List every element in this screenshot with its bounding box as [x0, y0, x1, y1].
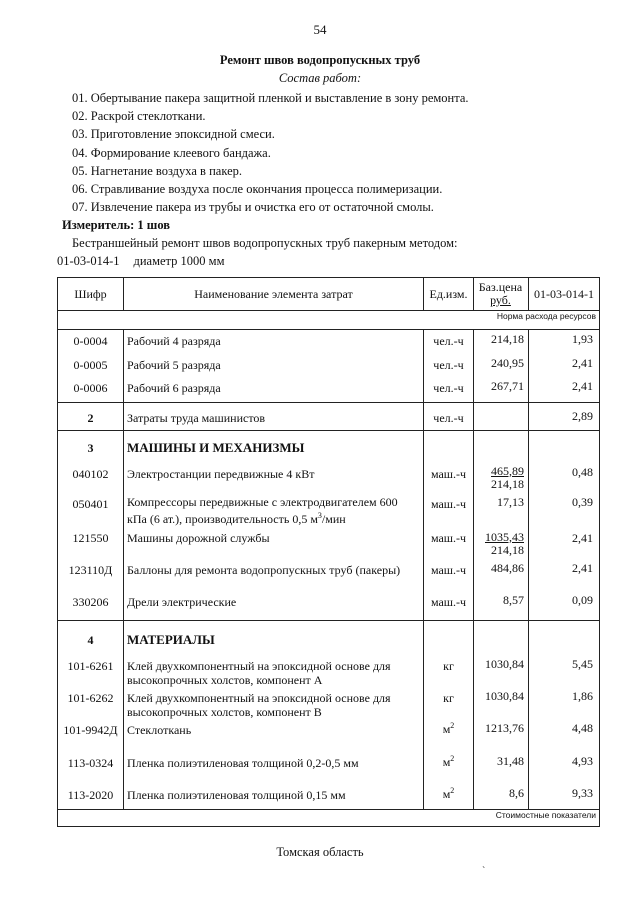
table-row — [58, 559, 600, 589]
cell-name — [124, 493, 424, 529]
cell-cipher: 113-2020 — [58, 782, 124, 810]
region-footer: Томская область — [276, 845, 364, 859]
cell-unit: кг — [424, 687, 474, 719]
superscript: 2 — [450, 753, 455, 763]
table-row — [58, 529, 600, 559]
cell-name — [124, 687, 424, 719]
cell-value: 4,48 — [529, 719, 600, 750]
table-row — [58, 589, 600, 621]
table-row — [58, 354, 600, 377]
cell-name: Машины дорожной службы — [124, 529, 424, 559]
cell-cipher: 123110Д — [58, 559, 124, 589]
norm-code-text: диаметр 1000 мм — [133, 254, 225, 268]
method-description: Бестраншейный ремонт швов водопропускных труб пакерным методом: — [72, 236, 458, 250]
unit-text: м — [442, 754, 451, 769]
unit-text: м — [442, 721, 451, 736]
table-row — [58, 377, 600, 403]
price-value: 1035,43 — [485, 529, 524, 544]
empty-cell — [474, 621, 529, 653]
header-price-line2: руб. — [490, 293, 511, 307]
cell-price: 240,95 — [474, 354, 529, 377]
cell-cipher: 113-0324 — [58, 750, 124, 782]
cell-price: 1030,84 — [474, 653, 529, 687]
cell-cipher: 0-0005 — [58, 354, 124, 377]
cell-price — [474, 403, 529, 431]
cell-cipher: 121550 — [58, 529, 124, 559]
name-line: Клей двухкомпонентный на эпоксидной основе для — [127, 690, 391, 705]
table-row — [58, 653, 600, 687]
empty-cell — [529, 621, 600, 653]
work-step: 06. Стравливание воздуха после окончания процесса полимеризации. — [72, 182, 443, 197]
header-unit: Ед.изм. — [424, 278, 474, 311]
cell-value: 0,48 — [529, 461, 600, 493]
cell-value: 1,93 — [529, 330, 600, 354]
norm-label-row — [58, 311, 600, 330]
price-value-2: 214,18 — [491, 542, 524, 557]
cell-unit — [424, 750, 474, 782]
name-line-tail: /мин — [321, 511, 346, 526]
cell-cipher: 0-0004 — [58, 330, 124, 354]
cell-unit: чел.-ч — [424, 403, 474, 431]
work-step: 05. Нагнетание воздуха в пакер. — [72, 163, 243, 178]
norm-code: 01-03-014-1 — [57, 254, 120, 268]
cell-name: Пленка полиэтиленовая толщиной 0,2-0,5 мм — [124, 750, 424, 782]
cell-price: 17,13 — [474, 493, 529, 529]
cell-price — [474, 461, 529, 493]
cell-value: 2,41 — [529, 354, 600, 377]
scan-mark: ` — [482, 866, 486, 877]
section-number: 3 — [58, 431, 124, 461]
table-header-row — [58, 278, 600, 311]
cell-price: 484,86 — [474, 559, 529, 589]
measure-unit: Измеритель: 1 шов — [62, 218, 171, 232]
cell-value: 2,89 — [529, 403, 600, 431]
header-name: Наименование элемента затрат — [124, 278, 424, 311]
superscript: 2 — [450, 720, 455, 730]
work-step: 02. Раскрой стеклоткани. — [72, 109, 206, 124]
section-title: МАТЕРИАЛЫ — [124, 621, 424, 653]
cell-value: 1,86 — [529, 687, 600, 719]
header-cipher: Шифр — [58, 278, 124, 311]
cell-unit: кг — [424, 653, 474, 687]
name-line: кПа (6 ат.), производительность 0,5 м — [127, 511, 318, 526]
table-row — [58, 493, 600, 529]
cell-price: 214,18 — [474, 330, 529, 354]
name-line: Компрессоры передвижные с электродвигателем 600 — [127, 494, 398, 509]
work-steps-list — [72, 89, 469, 216]
empty-cell — [424, 621, 474, 653]
work-composition-heading: Состав работ: — [278, 71, 362, 85]
section-number: 2 — [58, 403, 124, 431]
section-title: МАШИНЫ И МЕХАНИЗМЫ — [124, 431, 424, 461]
empty-cell — [529, 431, 600, 461]
empty-cell — [424, 431, 474, 461]
table-row — [58, 719, 600, 750]
cell-unit: чел.-ч — [424, 330, 474, 354]
cell-name — [124, 653, 424, 687]
cell-value: 0,39 — [529, 493, 600, 529]
cell-unit: маш.-ч — [424, 589, 474, 621]
norm-code-line — [57, 254, 225, 269]
cell-value: 2,41 — [529, 559, 600, 589]
work-step: 03. Приготовление эпоксидной смеси. — [72, 127, 275, 142]
cell-name: Дрели электрические — [124, 589, 424, 621]
cell-unit: чел.-ч — [424, 354, 474, 377]
cell-price — [474, 529, 529, 559]
cell-cipher: 0-0006 — [58, 377, 124, 403]
header-price — [474, 278, 529, 311]
cell-unit: маш.-ч — [424, 529, 474, 559]
cell-unit: маш.-ч — [424, 493, 474, 529]
cell-value: 9,33 — [529, 782, 600, 810]
cell-cipher: 101-6262 — [58, 687, 124, 719]
empty-cell — [474, 431, 529, 461]
cell-price: 8,57 — [474, 589, 529, 621]
cell-value: 2,41 — [529, 377, 600, 403]
resources-table — [57, 277, 600, 827]
cell-cipher: 101-9942Д — [58, 719, 124, 750]
table-row — [58, 403, 600, 431]
section-header-row — [58, 621, 600, 653]
section-number: 4 — [58, 621, 124, 653]
cell-cipher: 040102 — [58, 461, 124, 493]
superscript: 3 — [317, 510, 322, 520]
unit-text: м — [442, 786, 451, 801]
price-value-2: 214,18 — [491, 476, 524, 491]
cell-name: Рабочий 6 разряда — [124, 377, 424, 403]
table-row — [58, 687, 600, 719]
cell-unit: маш.-ч — [424, 461, 474, 493]
cell-cipher: 050401 — [58, 493, 124, 529]
work-step: 04. Формирование клеевого бандажа. — [72, 145, 271, 160]
page-number: 54 — [313, 22, 327, 37]
table-row — [58, 330, 600, 354]
document-title: Ремонт швов водопропускных труб — [219, 53, 421, 67]
cell-price: 267,71 — [474, 377, 529, 403]
cell-price: 8,6 — [474, 782, 529, 810]
cell-name: Стеклоткань — [124, 719, 424, 750]
cost-label: Стоимостные показатели — [58, 810, 600, 827]
header-code: 01-03-014-1 — [529, 278, 600, 311]
header-price-line1: Баз.цена — [478, 280, 523, 294]
work-step: 01. Обертывание пакера защитной пленкой и выставление в зону ремонта. — [72, 91, 469, 105]
name-line: Клей двухкомпонентный на эпоксидной основе для — [127, 658, 391, 673]
cell-value: 5,45 — [529, 653, 600, 687]
cell-unit — [424, 782, 474, 810]
name-line: высокопрочных холстов, компонент В — [127, 704, 322, 719]
cell-price: 1030,84 — [474, 687, 529, 719]
price-value: 465,89 — [491, 463, 524, 478]
table-row — [58, 782, 600, 810]
cell-value: 0,09 — [529, 589, 600, 621]
cell-unit: маш.-ч — [424, 559, 474, 589]
cell-value: 2,41 — [529, 529, 600, 559]
cell-unit: чел.-ч — [424, 377, 474, 403]
superscript: 2 — [450, 785, 455, 795]
cell-name: Затраты труда машинистов — [124, 403, 424, 431]
cell-cipher: 330206 — [58, 589, 124, 621]
cell-unit — [424, 719, 474, 750]
cell-price: 1213,76 — [474, 719, 529, 750]
section-header-row — [58, 431, 600, 461]
cell-name: Электростанции передвижные 4 кВт — [124, 461, 424, 493]
cost-label-row — [58, 810, 600, 827]
cell-value: 4,93 — [529, 750, 600, 782]
cell-name: Пленка полиэтиленовая толщиной 0,15 мм — [124, 782, 424, 810]
cell-cipher: 101-6261 — [58, 653, 124, 687]
norm-label: Норма расхода ресурсов — [58, 311, 600, 330]
cell-name: Рабочий 5 разряда — [124, 354, 424, 377]
table-row — [58, 461, 600, 493]
table-row — [58, 750, 600, 782]
work-step: 07. Извлечение пакера из трубы и очистка его от остаточной смолы. — [72, 200, 434, 215]
name-line: высокопрочных холстов, компонент А — [127, 672, 323, 687]
cell-name: Рабочий 4 разряда — [124, 330, 424, 354]
cell-price: 31,48 — [474, 750, 529, 782]
cell-name: Баллоны для ремонта водопропускных труб (пакеры) — [124, 559, 424, 589]
